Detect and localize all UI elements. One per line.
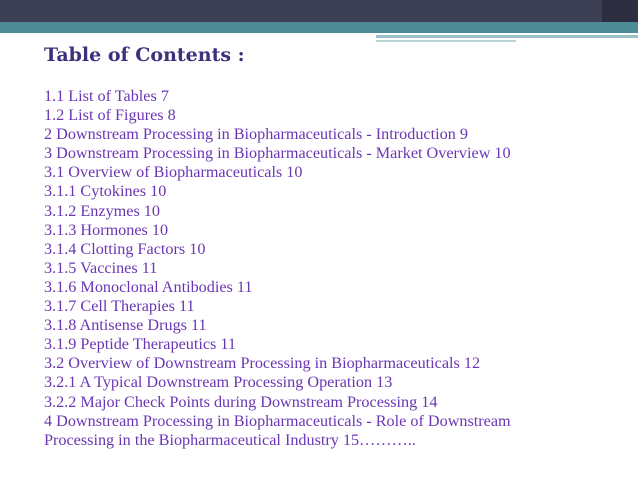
toc-entry: 3.2.1 A Typical Downstream Processing Operation 13 [44,373,393,392]
toc-entry: 3.1.3 Hormones 10 [44,220,169,239]
toc-list [44,87,624,450]
toc-entry: 3.1.1 Cytokines 10 [44,182,167,201]
toc-entry: 3.1.9 Peptide Therapeutics 11 [44,335,236,354]
toc-entry: 3.1.5 Vaccines 11 [44,258,158,277]
header-accent-line-short [376,40,516,42]
toc-entry: 4 Downstream Processing in Biopharmaceuticals - Role of Downstream [44,411,511,430]
page-title: Table of Contents : [44,44,245,66]
header-accent-line [376,35,638,38]
toc-entry: 1.2 List of Figures 8 [44,106,176,125]
toc-entry: 3.1.2 Enzymes 10 [44,201,160,220]
header-teal-band [0,22,638,33]
header-corner-accent [602,0,638,22]
toc-entry: 3.2.2 Major Check Points during Downstream Processing 14 [44,392,438,411]
toc-entry: Processing in the Biopharmaceutical Industry 15……….. [44,430,416,449]
toc-entry: 3.1 Overview of Biopharmaceuticals 10 [44,163,303,182]
toc-entry: 3 Downstream Processing in Biopharmaceuticals - Market Overview 10 [44,144,511,163]
toc-entry: 1.1 List of Tables 7 [44,87,169,105]
toc-entry: 3.1.7 Cell Therapies 11 [44,297,195,316]
toc-entry: 2 Downstream Processing in Biopharmaceuticals - Introduction 9 [44,125,468,144]
toc-entry: 3.2 Overview of Downstream Processing in Biopharmaceuticals 12 [44,354,481,373]
toc-entry: 3.1.8 Antisense Drugs 11 [44,316,207,335]
header-decoration [0,0,638,40]
toc-entry: 3.1.6 Monoclonal Antibodies 11 [44,277,253,296]
header-dark-band [0,0,638,22]
toc-entry: 3.1.4 Clotting Factors 10 [44,239,206,258]
